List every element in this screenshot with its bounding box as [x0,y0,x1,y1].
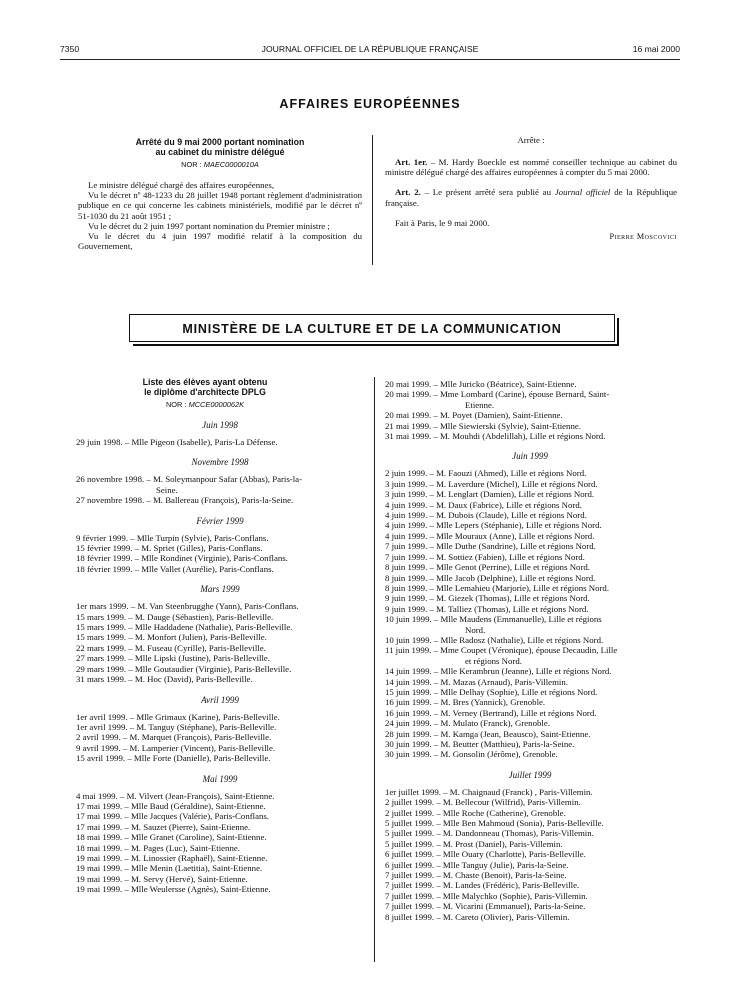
entry-date: 6 juillet 1999. [385,849,437,860]
entry-date: 29 mars 1999. [76,663,129,674]
entry-text: – Mlle Turpin (Sylvie), Paris-Conflans. [130,532,269,543]
entry-date: 31 mars 1999. [76,674,129,685]
entry-date: 30 juin 1999. [385,749,434,760]
list-item [385,531,675,541]
ministry-heading: MINISTÈRE DE LA CULTURE ET DE LA COMMUNICATION [182,322,562,336]
entry-text: – M. Bellecour (Wilfrid), Paris-Villemin. [436,797,581,808]
entry-date: 4 juin 1999. [385,499,430,510]
list-item [385,389,675,410]
entry-text: – Mlle Grimaux (Karine), Paris-Belleville. [129,711,280,722]
entry-date: 21 mai 1999. [385,420,434,431]
list-item [76,801,364,811]
entry-text: – Mlle Radosz (Nathalie), Lille et régions Nord. [433,634,604,645]
entry-date: 3 juin 1999. [385,478,430,489]
list-item [385,828,675,838]
entry-text: – Mlle Weulersse (Agnès), Saint-Etienne. [124,884,271,895]
right-groups [385,451,675,922]
entry-date: 18 février 1999. [76,553,135,564]
arrete-title-line2: au cabinet du ministre délégué [155,147,285,157]
entry-date: 15 juin 1999. [385,686,434,697]
entry-text: – M. Pages (Luc), Saint-Etienne. [124,842,240,853]
entry-date: 1er avril 1999. [76,711,130,722]
entry-text: – Mlle Kerambrun (Jeanne), Lille et régions Nord. [433,666,612,677]
list-item [385,718,675,728]
entry-date: 5 juillet 1999. [385,828,437,839]
entry-text: – Mlle Ouary (Charlotte), Paris-Belleville. [436,849,586,860]
entry-text: – M. Vilvert (Jean-François), Saint-Etienne. [119,790,275,801]
list-item [385,604,675,614]
entry-text: – Mlle Forte (Danielle), Paris-Belleville. [127,753,271,764]
list-title-line2: le diplôme d'architecte DPLG [144,387,266,397]
list-item [385,645,675,666]
article-1-label: Art. 1er. [395,157,428,167]
list-item [76,543,364,553]
list-item [76,612,364,622]
list-item [385,891,675,901]
entry-date: 31 mai 1999. [385,431,434,442]
entry-text: – M. Hoc (David), Paris-Belleville. [128,674,253,685]
list-item [385,839,675,849]
entry-text: – M. Sottiez (Fabien), Lille et régions Nord. [429,551,585,562]
entry-continuation: Seine. [156,484,178,495]
entry-date: 19 mai 1999. [76,873,125,884]
entry-date: 9 avril 1999. [76,742,123,753]
entry-text: – M. Dubois (Claude), Lille et régions Nord. [429,510,587,521]
entry-text: – Mlle Roche (Catherine), Grenoble. [436,807,566,818]
list-item [385,593,675,603]
entry-text: – M. Mouhdi (Abdelillah), Lille et régions Nord. [433,431,606,442]
column-divider [372,135,373,265]
list-item [76,743,364,753]
entry-date: 17 mai 1999. [76,811,125,822]
list-title [46,377,364,410]
list-item [385,500,675,510]
entry-date: 20 mai 1999. [385,379,434,389]
entry-text: – Mlle Ben Mahmoud (Sonia), Paris-Belleville. [436,818,604,829]
entry-date: 10 juin 1999. [385,634,434,645]
arrete-articles [385,135,677,241]
list-item [385,666,675,676]
entry-date: 7 juillet 1999. [385,870,437,881]
entry-date: 4 juin 1999. [385,510,430,521]
entry-date: 1er juillet 1999. [385,786,444,797]
entry-text: – M. Servy (Hervé), Saint-Etienne. [124,873,248,884]
article-2-journal: Journal officiel [554,187,611,198]
list-item [76,811,364,821]
entry-date: 30 juin 1999. [385,739,434,749]
entry-text: – M. Prost (Daniel), Paris-Villemin. [436,838,563,849]
entry-text: – Mlle Jacob (Delphine), Lille et régions Nord. [429,572,596,583]
left-groups [76,420,364,895]
entry-text: – Mlle Baud (Géraldine), Saint-Etienne. [124,800,266,811]
entry-text: – M. Daux (Fabrice), Lille et régions Nord. [429,499,582,510]
entry-text: – Mlle Genot (Perrine), Lille et régions Nord. [429,562,590,573]
list-item [76,564,364,574]
list-item [76,791,364,801]
list-item [76,622,364,632]
entry-date: 9 juin 1999. [385,593,430,604]
list-item [76,884,364,894]
entry-text: – M. Chaignaud (Franck) , Paris-Villemin. [443,786,593,797]
entry-date: 8 juillet 1999. [385,911,437,922]
list-item [76,553,364,563]
entry-continuation: et régions Nord. [465,655,522,666]
nor-reference [78,160,362,170]
list-item [76,474,364,495]
entry-text: – M. Landes (Frédéric), Paris-Belleville. [436,880,580,891]
entry-date: 27 mars 1999. [76,653,129,664]
article-2-text-end: de la République française. [385,187,678,208]
entry-date: 27 novembre 1998. [76,495,147,506]
entry-text: – Mlle Lepers (Stéphanie), Lille et régions Nord. [429,520,602,531]
entry-continuation: Nord. [465,624,486,635]
list-item [385,573,675,583]
list-item [76,437,364,447]
entry-text: – Mlle Goutaudier (Virginie), Paris-Belleville. [128,663,292,674]
article-2 [385,187,677,207]
entry-text: – M. Monfort (Julien), Paris-Belleville. [128,632,267,643]
entry-date: 4 juin 1999. [385,520,430,531]
entry-text: – Mlle Rondinet (Virginie), Paris-Conflans. [134,553,288,564]
list-item [385,901,675,911]
entry-text: – Mlle Lipski (Justine), Paris-Belleville. [128,653,271,664]
list-item [385,849,675,859]
list-item [385,479,675,489]
page-number: 7350 [60,44,80,54]
entry-date: 16 juin 1999. [385,707,434,718]
list-item [385,739,675,749]
list-item [385,552,675,562]
column-divider [374,377,375,962]
entry-date: 2 juillet 1999. [385,807,437,818]
entry-date: 29 juin 1998. [76,437,125,447]
month-heading: Février 1999 [196,515,244,526]
entry-text: – Mlle Menin (Laetitia), Saint-Etienne. [124,863,263,874]
entry-date: 2 juin 1999. [385,468,430,479]
list-item [76,495,364,505]
list-item [385,687,675,697]
list-item [385,431,675,441]
entry-text: – M. Soleymanpour Safar (Abbas), Paris-la- [146,474,302,485]
list-item [76,732,364,742]
preamble-paragraph: Vu le décret du 2 juin 1997 portant nomination du Premier ministre ; [88,220,330,231]
list-item [385,870,675,880]
list-item [76,863,364,873]
list-item [385,729,675,739]
entry-text: – M. Beutter (Matthieu), Paris-la-Seine. [433,739,575,749]
entry-date: 15 avril 1999. [76,753,128,764]
list-item [76,632,364,642]
entry-text: – Mme Coupet (Véronique), épouse Decaudin, Lille [433,645,618,656]
month-heading: Avril 1999 [201,694,239,705]
list-item [385,677,675,687]
month-heading: Novembre 1998 [191,457,249,468]
entry-text: – M. Sauzet (Pierre), Saint-Etienne. [124,821,251,832]
month-heading: Mai 1999 [202,773,238,784]
entry-date: 18 février 1999. [76,563,135,574]
entry-date: 18 mai 1999. [76,842,125,853]
entry-date: 17 mai 1999. [76,800,125,811]
list-item [385,818,675,828]
list-item [76,722,364,732]
list-item [76,843,364,853]
entry-date: 28 juin 1999. [385,728,434,739]
entry-date: 10 juin 1999. [385,614,434,625]
entry-text: – Mlle Lemahieu (Marjorie), Lille et régions Nord. [429,582,610,593]
journal-title: JOURNAL OFFICIEL DE LA RÉPUBLIQUE FRANÇAISE [261,44,479,54]
entry-text: – Mlle Pigeon (Isabelle), Paris-La Défense. [124,437,278,447]
arrete-title-line1: Arrêté du 9 mai 2000 portant nomination [135,137,305,147]
list-item [76,822,364,832]
entry-text: – M. Van Steenbrugghe (Yann), Paris-Conflans. [130,601,299,612]
entry-date: 15 mars 1999. [76,632,129,643]
diploma-list-left-column [76,377,364,895]
entry-date: 19 mai 1999. [76,852,125,863]
entry-text: – M. Lenglart (Damien), Lille et régions Nord. [429,489,595,500]
entry-text: – Mlle Mouraux (Anne), Lille et régions Nord. [429,530,595,541]
list-item [385,880,675,890]
list-item [385,797,675,807]
entry-text: – M. Mazas (Arnaud), Paris-Villemin. [433,676,568,687]
list-item [385,860,675,870]
month-heading: Juillet 1999 [508,769,552,780]
entry-date: 16 juin 1999. [385,697,434,708]
entry-text: – M. Vicarini (Emmanuel), Paris-la-Seine. [436,901,586,912]
list-item [76,643,364,653]
list-item [385,421,675,431]
list-item [385,614,675,635]
entry-text: – Mlle Haddadene (Nathalie), Paris-Belleville. [128,622,293,633]
header-rule [60,59,680,60]
entry-text: – M. Dauge (Sébastien), Paris-Belleville. [128,611,274,622]
entry-date: 6 juillet 1999. [385,859,437,870]
entry-text: – Mlle Tanguy (Julie), Paris-la-Seine. [436,859,569,870]
entry-date: 26 novembre 1998. [76,474,147,485]
article-2-text: – Le présent arrêté sera publié au [420,187,555,198]
diploma-list-right-column [385,379,675,922]
entry-text: – Mlle Juricko (Béatrice), Saint-Etienne. [433,379,577,389]
entry-text: – M. Gonsolin (Jérôme), Grenoble. [433,749,558,760]
arrete-word: Arrête : [517,135,545,145]
entry-date: 8 juin 1999. [385,562,430,573]
arrete-title [78,137,362,170]
entry-date: 24 juin 1999. [385,718,434,729]
entry-text: – M. Spriet (Gilles), Paris-Conflans. [134,543,263,554]
list-item [76,664,364,674]
list-item [385,410,675,420]
entry-date: 5 juillet 1999. [385,838,437,849]
entry-date: 22 mars 1999. [76,642,129,653]
list-item [76,674,364,684]
entry-date: 15 mars 1999. [76,622,129,633]
list-item [385,912,675,922]
entry-date: 7 juin 1999. [385,551,430,562]
entry-date: 7 juin 1999. [385,541,430,552]
list-item [385,489,675,499]
entry-text: – Mlle Granet (Caroline), Saint-Etienne. [124,832,267,843]
entry-date: 9 février 1999. [76,532,131,543]
nor-code: MCCE0000062K [188,400,245,409]
list-item [76,753,364,763]
entry-text: – M. Mulato (Franck), Grenoble. [433,718,550,729]
entry-date: 8 juin 1999. [385,572,430,583]
list-item [385,808,675,818]
preamble-paragraph: Vu le décret nº 48-1233 du 28 juillet 1948 portant règlement d'administration publique en ce qui concerne les cabinets ministériels, modifié par le décret nº 51-1030 du 21 août 1951 ; [78,190,362,221]
entry-date: 8 juin 1999. [385,582,430,593]
list-title-line1: Liste des élèves ayant obtenu [142,377,268,387]
article-2-label: Art. 2. [395,187,421,198]
list-item [76,653,364,663]
entry-text: – Mlle Delhay (Sophie), Lille et régions Nord. [433,686,598,697]
list-item [76,712,364,722]
arrete-preamble [78,180,362,251]
entry-date: 18 mai 1999. [76,832,125,843]
entry-text: – M. Linossier (Raphaël), Saint-Etienne. [124,852,268,863]
entry-text: – M. Chaste (Benoit), Paris-la-Seine. [436,870,567,881]
entry-date: 4 juin 1999. [385,530,430,541]
entry-text: – Mme Lombard (Carine), épouse Bernard, Saint- [433,389,610,400]
entry-date: 20 mai 1999. [385,410,434,421]
list-item [385,379,675,389]
entry-text: – M. Dandonneau (Thomas), Paris-Villemin. [436,828,594,839]
entry-date: 2 juillet 1999. [385,797,437,808]
entry-text: – Mlle Siewierski (Sylvie), Saint-Etienne. [433,420,581,431]
issue-date: 16 mai 2000 [632,44,680,54]
preamble-paragraph: Le ministre délégué chargé des affaires européennes, [88,180,275,190]
entry-date: 1er avril 1999. [76,721,130,732]
signature: Pierre Moscovici [609,232,677,242]
entry-text: – M. Lamperier (Vincent), Paris-Belleville. [122,742,276,753]
preamble-paragraph: Vu le décret du 4 juin 1997 modifié relatif à la composition du Gouvernement, [78,231,362,252]
list-item [385,562,675,572]
entry-date: 15 février 1999. [76,543,135,554]
entry-date: 9 juin 1999. [385,603,430,614]
entry-continuation: Etienne. [465,399,495,410]
entry-text: – M. Careto (Olivier), Paris-Villemin. [436,911,570,922]
entry-text: – M. Bres (Yannick), Grenoble. [433,697,546,708]
entry-date: 4 mai 1999. [76,790,120,801]
list-item [76,533,364,543]
entry-text: – Mlle Vallet (Aurélie), Paris-Conflans. [134,563,274,574]
entry-date: 17 mai 1999. [76,821,125,832]
entry-text: – M. Poyet (Damien), Saint-Etienne. [433,410,563,421]
fait-a-paris: Fait à Paris, le 9 mai 2000. [395,217,490,228]
list-item [385,541,675,551]
entry-text: – Mlle Duthe (Sandrine), Lille et régions Nord. [429,541,596,552]
month-heading: Juin 1998 [202,420,238,430]
entry-date: 19 mai 1999. [76,863,125,874]
entry-date: 14 juin 1999. [385,666,434,677]
entry-date: 20 mai 1999. [385,389,434,400]
entry-date: 7 juillet 1999. [385,880,437,891]
entry-text: – M. Laverdure (Michel), Lille et régions Nord. [429,478,598,489]
entry-date: 14 juin 1999. [385,676,434,687]
right-top-entries [385,379,675,441]
entry-date: 19 mai 1999. [76,884,125,895]
entry-date: 11 juin 1999. [385,645,434,656]
list-item [76,853,364,863]
entry-text: – M. Ballereau (François), Paris-la-Seine. [146,495,294,506]
nor-label: NOR : [165,400,187,409]
entry-date: 1er mars 1999. [76,601,131,612]
entry-date: 15 mars 1999. [76,611,129,622]
entry-date: 7 juillet 1999. [385,901,437,912]
entry-text: – Mlle Jacques (Valérie), Paris-Conflans. [124,811,270,822]
list-item [76,832,364,842]
entry-text: – M. Tanguy (Stéphane), Paris-Belleville. [129,721,277,732]
entry-text: – M. Kamga (Jean, Beausco), Saint-Etienne. [433,728,591,739]
article-1 [385,157,677,177]
list-item [385,708,675,718]
entry-text: – Mlle Malychko (Sophie), Paris-Villemin. [436,890,588,901]
list-item [76,874,364,884]
section-heading-affaires-europeennes: AFFAIRES EUROPÉENNES [279,97,461,111]
month-heading: Juin 1999 [512,451,548,462]
list-item [385,787,675,797]
ministry-heading-box [129,314,615,342]
entry-date: 5 juillet 1999. [385,818,437,829]
entry-text: – M. Marquet (François), Paris-Belleville. [122,732,272,743]
list-item [385,697,675,707]
entry-date: 2 avril 1999. [76,732,123,743]
nor-reference [46,400,364,410]
list-item [385,468,675,478]
month-heading: Mars 1999 [200,584,240,595]
list-item [385,510,675,520]
entry-text: – M. Talliez (Thomas), Lille et régions Nord. [429,603,589,614]
list-item [385,520,675,530]
list-item [385,749,675,759]
article-1-text: – M. Hardy Boeckle est nommé conseiller technique au cabinet du ministre délégué chargé des affaires européennes à compter du 5 mai 2000. [385,157,678,178]
list-item [385,635,675,645]
entry-date: 7 juillet 1999. [385,890,437,901]
entry-date: 3 juin 1999. [385,489,430,500]
entry-text: – Mlle Maudens (Emmanuelle), Lille et régions [433,614,602,625]
nor-code: MAEC0000010A [203,160,259,169]
entry-text: – M. Verney (Bertrand), Lille et régions Nord. [433,707,597,718]
list-item [385,583,675,593]
entry-text: – M. Faouzi (Ahmed), Lille et régions Nord. [429,468,587,479]
entry-text: – M. Fuseau (Cyrille), Paris-Belleville. [128,642,266,653]
list-item [76,601,364,611]
nor-label: NOR : [181,160,202,169]
entry-text: – M. Giezek (Thomas), Lille et régions Nord. [429,593,590,604]
